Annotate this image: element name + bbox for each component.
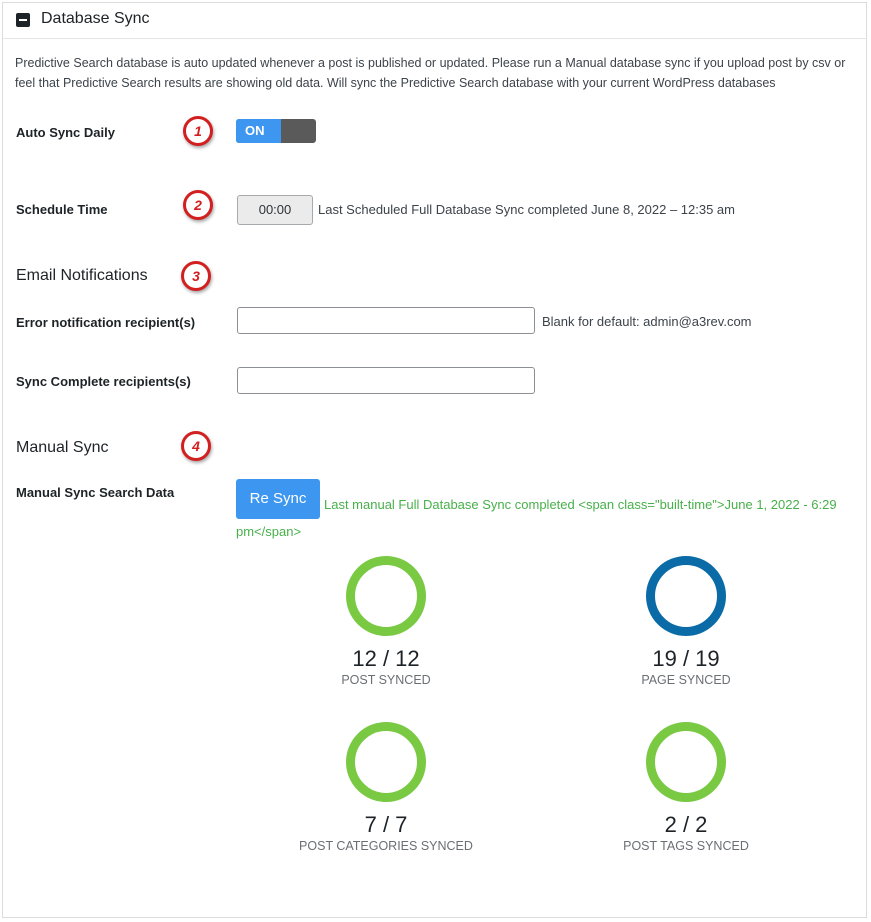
panel-description: Predictive Search database is auto updated whenever a post is published or updated. Please run a Manual database sync if you upload post by csv or feel that Predictive Search results are showing old data. Will sync the Predictive Search database with your current WordPress databases: [15, 56, 846, 90]
error-recipients-hint: Blank for default: admin@a3rev.com: [542, 314, 752, 329]
schedule-time-label: Schedule Time: [16, 202, 108, 217]
auto-sync-toggle-state: ON: [236, 119, 281, 143]
post-categories-synced-label: POST CATEGORIES SYNCED: [299, 839, 473, 853]
post-tags-synced-count: 2 / 2: [664, 812, 708, 837]
post-synced-ring: [346, 556, 426, 636]
schedule-status-text: Last Scheduled Full Database Sync completed June 8, 2022 – 12:35 am: [318, 202, 735, 217]
post-categories-synced-count: 7 / 7: [364, 812, 408, 837]
complete-recipients-label: Sync Complete recipients(s): [16, 374, 191, 389]
manual-sync-status: Last manual Full Database Sync completed <span class="built-time">June 1, 2022 - 6:29 pm</span>: [236, 497, 837, 539]
auto-sync-label: Auto Sync Daily: [16, 125, 115, 140]
error-recipients-label: Error notification recipient(s): [16, 315, 196, 330]
step-badge-1: 1: [183, 116, 213, 146]
step-badge-4: 4: [181, 431, 211, 461]
error-recipients-input[interactable]: [237, 307, 535, 334]
stat-post-tags-synced: [566, 722, 806, 854]
stat-post-categories-synced: [266, 722, 506, 854]
manual-sync-label: Manual Sync Search Data: [16, 485, 175, 500]
schedule-time-input[interactable]: 00:00: [237, 195, 313, 225]
stat-page-synced: [566, 556, 806, 688]
panel-header[interactable]: [3, 3, 866, 39]
page-synced-ring: [646, 556, 726, 636]
post-tags-synced-ring: [646, 722, 726, 802]
database-sync-panel: [2, 2, 867, 918]
manual-sync-title: Manual Sync: [16, 439, 109, 456]
step-badge-3: 3: [181, 261, 211, 291]
post-tags-synced-label: POST TAGS SYNCED: [623, 839, 749, 853]
page-synced-count: 19 / 19: [652, 646, 720, 671]
post-synced-label: POST SYNCED: [341, 673, 431, 687]
resync-button[interactable]: Re Sync: [236, 479, 320, 519]
auto-sync-toggle[interactable]: [236, 119, 316, 143]
page-synced-label: PAGE SYNCED: [641, 673, 731, 687]
complete-recipients-input[interactable]: [237, 367, 535, 394]
email-notifications-title: Email Notifications: [16, 267, 148, 284]
stat-post-synced: [266, 556, 506, 688]
post-synced-count: 12 / 12: [352, 646, 420, 671]
step-badge-2: 2: [183, 190, 213, 220]
panel-title: Database Sync: [41, 10, 150, 27]
post-categories-synced-ring: [346, 722, 426, 802]
minus-square-icon[interactable]: [16, 13, 30, 27]
